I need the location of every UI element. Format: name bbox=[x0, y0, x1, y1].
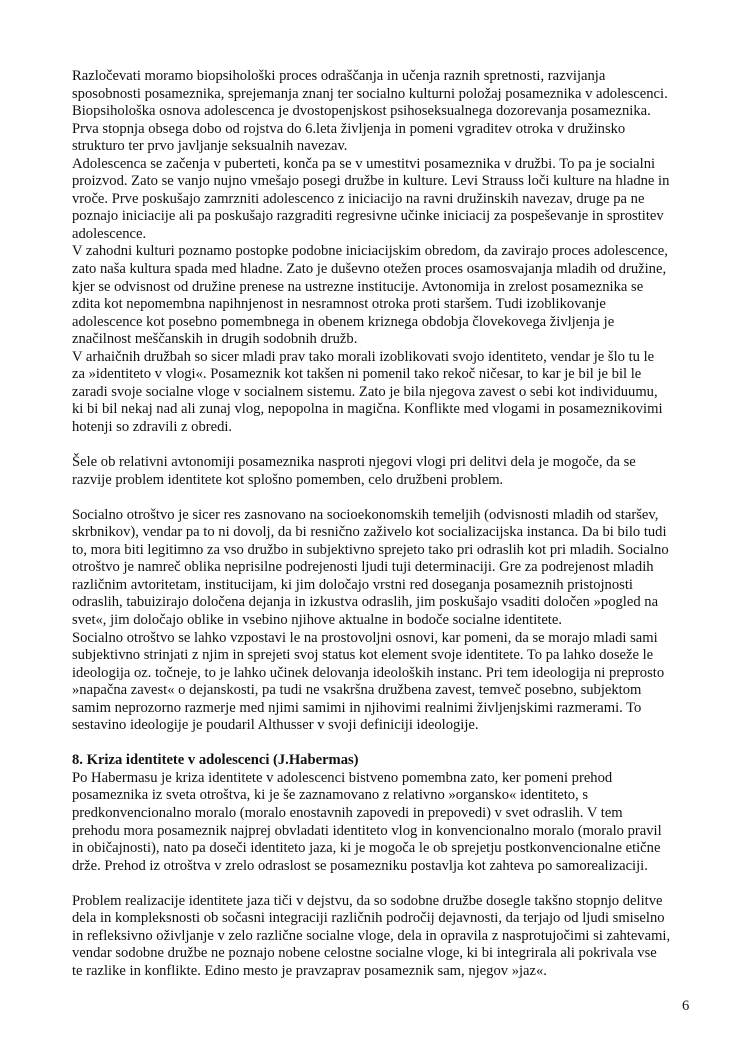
text-line: Adolescenca se začenja v puberteti, konča pa se v umestitvi posameznika v družbi. To pa je socialni bbox=[72, 155, 656, 172]
text-line: ki bi bil nekaj nad ali zunaj vlog, nepopolna in magična. Konflikte med vlogami in posameznikovimi bbox=[72, 401, 663, 418]
text-line: svet«, jim določajo oblike in vsebino njihove aktualne in bodoče socialne identitete. bbox=[72, 611, 562, 628]
text-line: Prva stopnja obsega dobo od rojstva do 6.leta življenja in pomeni vgraditev otroka v družinsko bbox=[72, 120, 626, 137]
text-line: strukturo ter prvo javljanje seksualnih navezav. bbox=[72, 138, 348, 155]
paragraph bbox=[72, 156, 712, 244]
text-line: adolescence. bbox=[72, 225, 147, 242]
text-line: subjektivno strinjati z njim in sprejeti svoj status kot element svoje identitete. To pa lahko doseže le bbox=[72, 647, 654, 664]
section-heading bbox=[72, 752, 712, 770]
text-line: te razlike in konflikte. Edino mesto je pravzaprav posameznik sam, njegov »jaz«. bbox=[72, 962, 547, 979]
text-line: zdita kot nepomembna napihnjenost in nesramnost otroka proti staršem. Tudi izoblikovanje bbox=[72, 296, 606, 313]
text-line: Razločevati moramo biopsihološki proces odraščanja in učenja raznih spretnosti, razvijanja bbox=[72, 68, 606, 84]
text-line: Socialno otroštvo se lahko vzpostavi le na prostovoljni osnovi, kar pomeni, da se morajo mladi sami bbox=[72, 629, 658, 646]
text-line: ideologija oz. točneje, to je lahko učinek delovanja ideoloških instanc. Pri tem ideologija ni preprosto bbox=[72, 664, 665, 681]
text-line: drže. Prehod iz otroštva v zrelo odraslost se posamezniku postavlja kot zahteva po samorealizaciji. bbox=[72, 857, 648, 874]
paragraph bbox=[72, 243, 712, 348]
paragraph bbox=[72, 349, 712, 437]
text-line: za »identiteto v vlogi«. Posameznik kot takšen ni pomenil tako rekoč ničesar, to kar je bil je bil le bbox=[72, 366, 642, 383]
text-line: vroče. Prve poskušajo zamrzniti adolescenco z iniciacijo na ravni družinskih navezav, druge pa ne bbox=[72, 190, 645, 207]
paragraph bbox=[72, 770, 712, 875]
text-line: »napačna zavest« o dejanskosti, pa tudi ne vsakršna družbena zavest, temveč posebno, subjektom bbox=[72, 682, 642, 699]
text-line: in refleksivno oživljanje v zelo različne socialne vloge, dela in opravila z nasprotujočimi si zahtevami, bbox=[72, 927, 671, 944]
text-line: sposobnosti posameznika, sprejemanja znanj ter socialno kulturni položaj posameznika v adolescenci. bbox=[72, 85, 668, 102]
paragraph-spacer bbox=[72, 436, 712, 454]
paragraph-spacer bbox=[72, 875, 712, 893]
text-line: samim neprozorno razmerje med njimi samimi in njihovimi realnimi življenjskimi razmerami. To bbox=[72, 699, 642, 716]
text-line: to, mora biti legitimno za vso družbo in subjektivno sprejeto tako pri odraslih kot pri mladih. Socialno bbox=[72, 541, 669, 558]
text-line: kjer se odvisnost od družine prenese na ustrezne institucije. Avtonomija in zrelost posameznika se bbox=[72, 278, 644, 295]
text-line: 8. Kriza identitete v adolescenci (J.Habermas) bbox=[72, 752, 359, 769]
text-line: proizvod. Zato se vanjo nujno vmešajo posegi družbe in kulture. Levi Strauss loči kulture na hladne in bbox=[72, 173, 670, 190]
text-line: Šele ob relativni avtonomiji posameznika nasproti njegovi vlogi pri delitvi dela je mogoče, da se bbox=[72, 454, 636, 471]
text-line: zato naša kultura spada med hladne. Zato je duševno otežen proces osamosvajanja mladih od družine, bbox=[72, 261, 667, 278]
text-line: V zahodni kulturi poznamo postopke podobne iniciacijskim obredom, da zavirajo proces adolescence, bbox=[72, 243, 668, 260]
paragraph bbox=[72, 68, 712, 156]
paragraph bbox=[72, 893, 712, 981]
text-line: različnim avtoritetam, institucijam, ki jim določajo vrstni red doseganja posameznih pristojnosti bbox=[72, 576, 633, 593]
paragraph-spacer bbox=[72, 735, 712, 753]
text-line: in običajnosti), nato pa doseči identiteto jaza, ki je mogoča le ob sprejetju postkonvencionalne etične bbox=[72, 840, 661, 857]
text-line: vendar sodobne družbe ne poznajo nobene celostne socialne vloge, ki bi integrirala ali pokrivala vse bbox=[72, 945, 657, 962]
text-line: skrbnikov), vendar pa to ni dovolj, da bi resnično zaživelo kot socializacijska instanca. Da bi bilo tudi bbox=[72, 524, 667, 541]
text-line: hotenji so zdravili z obredi. bbox=[72, 418, 233, 435]
paragraph bbox=[72, 507, 712, 630]
paragraph bbox=[72, 454, 712, 489]
text-line: posameznika iz sveta otroštva, ki je še zaznamovano z relativno »organsko« identiteto, s bbox=[72, 787, 589, 804]
text-line: sestavino ideologije je poudaril Althusser v svoji definiciji ideologije. bbox=[72, 717, 479, 734]
document-page bbox=[72, 68, 712, 980]
text-line: V arhaičnih družbah so sicer mladi prav tako morali izoblikovati svojo identiteto, vendar je šlo tu le bbox=[72, 348, 655, 365]
text-line: Socialno otroštvo je sicer res zasnovano na socioekonomskih temeljih (odvisnosti mladih od staršev, bbox=[72, 506, 659, 523]
text-line: značilnost meščanskih in drugih sodobnih družb. bbox=[72, 331, 358, 348]
text-line: dela in kompleksnosti ob sočasni integraciji različnih področij dejavnosti, da terjajo od ljudi smiselno bbox=[72, 910, 665, 927]
text-line: predkonvencionalno moralo (moralo enostavnih zapovedi in prepovedi) v svet odraslih. V tem bbox=[72, 804, 623, 821]
text-line: odraslih, tabuizirajo določena dejanja in izkustva odraslih, jim poskušajo vsaditi določen »pogled na bbox=[72, 594, 659, 611]
text-line: Problem realizacije identitete jaza tiči v dejstvu, da so sodobne družbe dosegle takšno stopnjo delitve bbox=[72, 892, 663, 909]
page-number: 6 bbox=[682, 998, 690, 1014]
paragraph bbox=[72, 630, 712, 735]
text-line: Po Habermasu je kriza identitete v adolescenci bistveno pomembna zato, ker pomeni prehod bbox=[72, 769, 613, 786]
text-line: adolescence kot posebno pomembnega in obenem kriznega obdobja človekovega življenja je bbox=[72, 313, 615, 330]
text-line: razvije problem identitete kot splošno pomemben, celo družbeni problem. bbox=[72, 471, 504, 488]
paragraph-spacer bbox=[72, 489, 712, 507]
text-line: otroštvo je namreč oblika neprisilne podrejenosti ljudi tuji determinaciji. Gre za podrejenost mladih bbox=[72, 559, 654, 576]
text-line: zaradi svoje socialne vloge v socialnem sistemu. Zato je bila njegova zavest o sebi kot individuumu, bbox=[72, 383, 658, 400]
text-line: Biopsihološka osnova adolescenca je dvostopenjskost psihoseksualnega dozorevanja posameznika. bbox=[72, 103, 651, 120]
text-line: prehodu mora posameznik najprej obvladati identiteto vlog in konvencionalno moralo (moralo pravil bbox=[72, 822, 662, 839]
text-line: poznajo iniciacije ali pa poskušajo razgraditi regresivne učinke iniciacij za pospeševanje in sprostitev bbox=[72, 208, 664, 225]
